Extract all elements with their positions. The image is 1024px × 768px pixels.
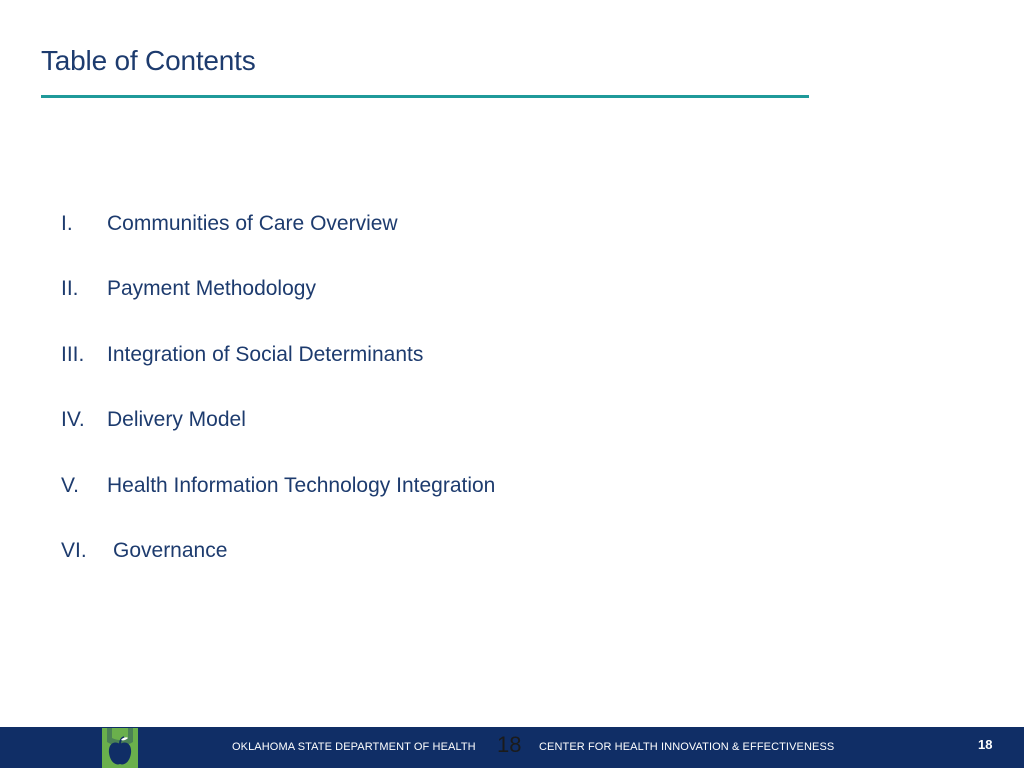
toc-numeral: IV. [61, 408, 85, 431]
footer-center-name: CENTER FOR HEALTH INNOVATION & EFFECTIVENESS [539, 741, 835, 753]
toc-numeral: II. [61, 277, 79, 300]
toc-numeral: VI. [61, 539, 87, 562]
footer-org-name: OKLAHOMA STATE DEPARTMENT OF HEALTH [232, 741, 476, 753]
toc-label: Governance [113, 539, 228, 562]
toc-label: Communities of Care Overview [107, 212, 398, 235]
toc-numeral: I. [61, 212, 73, 235]
toc-label: Delivery Model [107, 408, 246, 431]
title-divider [41, 95, 809, 98]
footer-bar [0, 727, 1024, 768]
page-number: 18 [978, 737, 993, 752]
page-title: Table of Contents [41, 45, 256, 76]
toc-label: Payment Methodology [107, 277, 316, 300]
apple-logo-icon [102, 728, 138, 768]
footer-center-number: 18 [497, 732, 522, 757]
toc-numeral: V. [61, 474, 79, 497]
toc-numeral: III. [61, 343, 85, 366]
toc-label: Integration of Social Determinants [107, 343, 424, 366]
toc-label: Health Information Technology Integration [107, 474, 496, 497]
